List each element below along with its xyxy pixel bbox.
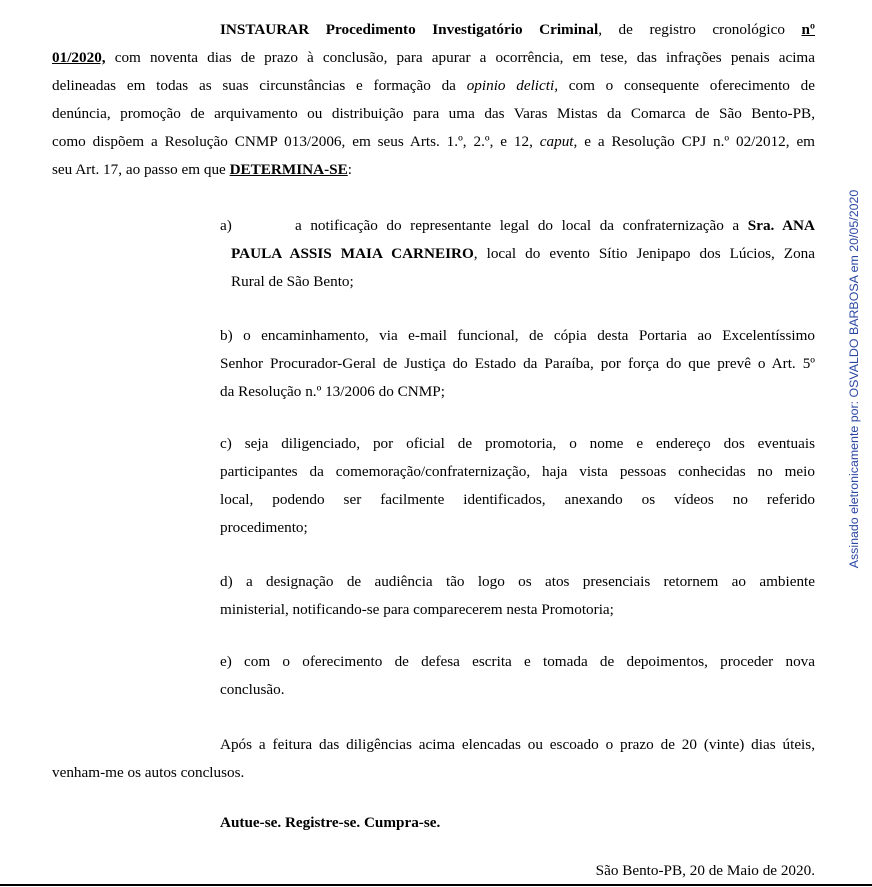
intro-paragraph: INSTAURAR Procedimento Investigatório Criminal, de registro cronológico nº 01/2020, com noventa dias de prazo à conclusão, para apurar a ocorrência, em tese, das infrações penais acima delineadas em todas as suas circunstâncias e formação da opinio delicti, com o consequente oferecimento de denúncia, promoção de arquivamento ou distribuição para uma das Varas Mistas da Comarca de São Bento-PB, como dispõem a Resolução CNMP 013/2006, em seus Arts. 1.º, 2.º, e 12, caput, e a Resolução CPJ n.º 02/2012, em seu Art. 17, ao passo em que DETERMINA-SE: — [52, 21, 815, 178]
item-c: c) seja diligenciado, por oficial de promotoria, o nome e endereço dos eventuais participantes da comemoração/confraternização, haja vista pessoas conhecidas no meio local, podendo ser facilmente identificados, anexando os vídeos no referido procedimento; — [220, 435, 815, 536]
date-line: São Bento-PB, 20 de Maio de 2020. — [595, 862, 815, 879]
autue-se-formula: Autue-se. Registre-se. Cumpra-se. — [220, 814, 441, 831]
registro-no-label: nº — [801, 21, 815, 38]
item-d: d) a designação de audiência tão logo os atos presenciais retornem ao ambiente ministerial, notificando-se para comparecerem nesta Promotoria; — [220, 573, 815, 618]
instaurar-heading: INSTAURAR Procedimento Investigatório Criminal — [220, 21, 599, 38]
item-b: b) o encaminhamento, via e-mail funcional, de cópia desta Portaria ao Excelentíssimo Senhor Procurador-Geral de Justiça do Estado da Paraíba, por força do que prevê o Art. 5º da Resolução n.º 13/2006 do CNMP; — [220, 327, 815, 400]
registro-number: 01/2020, — [52, 49, 106, 66]
item-a-marker: a) — [220, 217, 232, 234]
page-bottom-rule — [0, 884, 872, 886]
item-e: e) com o oferecimento de defesa escrita e tomada de depoimentos, proceder nova conclusão. — [220, 653, 815, 698]
item-a: a) a notificação do representante legal do local da confraternização a Sra. ANA PAULA ASSIS MAIA CARNEIRO, local do evento Sítio Jenipapo dos Lúcios, Zona Rural de São Bento; — [220, 212, 815, 296]
determina-se: DETERMINA-SE — [229, 161, 348, 178]
closing-paragraph: Após a feitura das diligências acima elencadas ou escoado o prazo de 20 (vinte) dias úteis, venham-me os autos conclusos. — [52, 736, 815, 781]
electronic-signature-stamp: Assinado eletronicamente por: OSVALDO BARBOSA em 20/05/2020 — [847, 189, 861, 569]
